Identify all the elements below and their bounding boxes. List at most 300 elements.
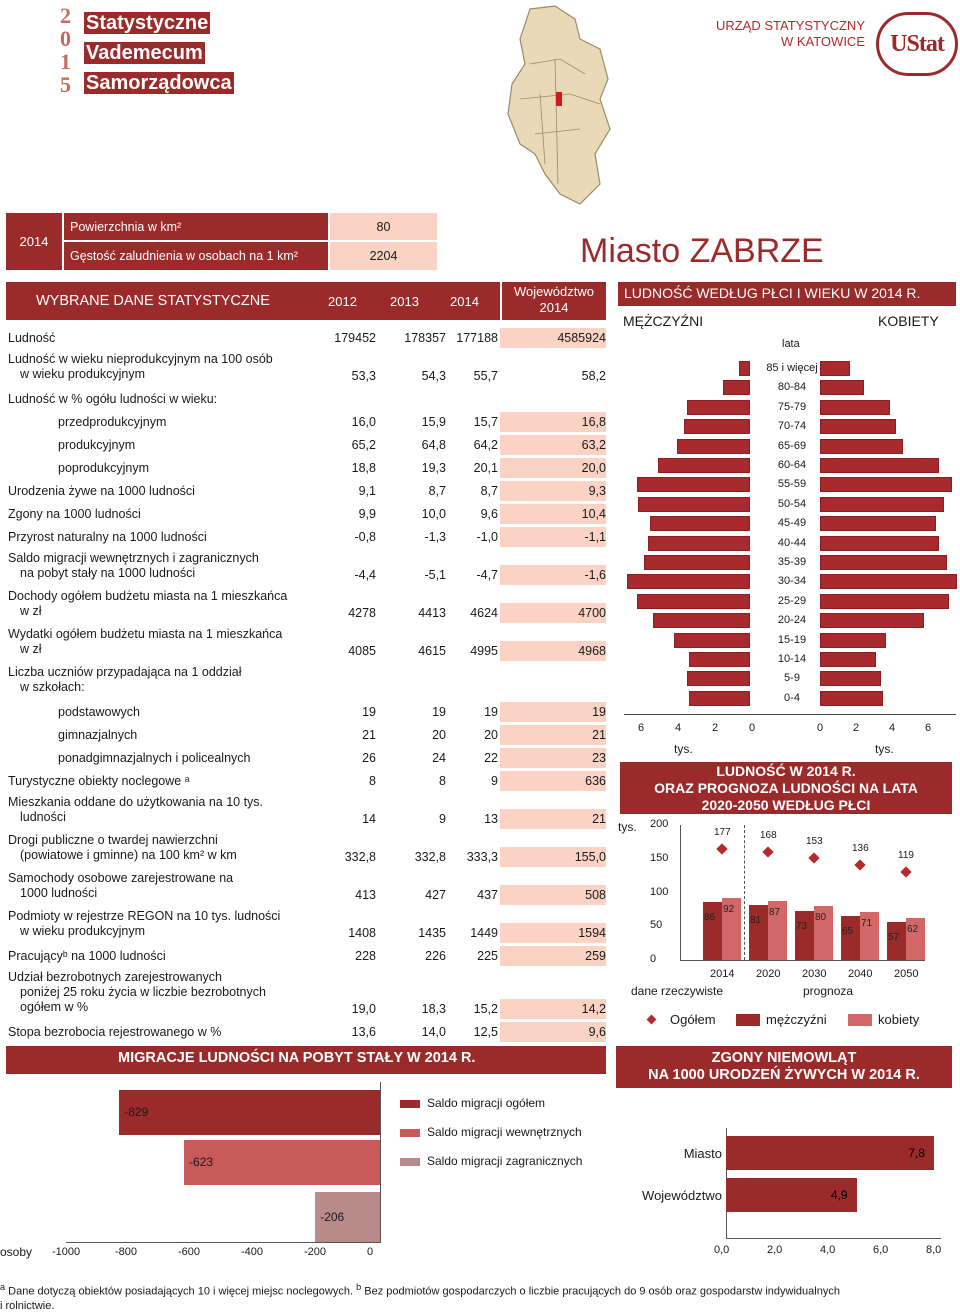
male-bar	[689, 652, 750, 667]
row-value: 1449	[470, 926, 498, 940]
x-tick: 2,0	[767, 1244, 783, 1256]
row-value: 18,8	[351, 461, 376, 475]
total-value: 119	[898, 850, 914, 862]
row-value: 4995	[470, 644, 498, 658]
row-label: (powiatowe i gminne) na 100 km² w km	[20, 848, 237, 862]
migration-unit: osoby	[0, 1245, 33, 1259]
female-bar	[820, 652, 876, 667]
female-bar	[820, 380, 864, 395]
row-value: 19,3	[421, 461, 446, 475]
table-row	[0, 792, 606, 829]
row-value: 19	[432, 705, 446, 719]
row-label: poniżej 25 roku życia w liczbie bezrobotnych	[20, 985, 266, 999]
row-value: 8,7	[428, 484, 446, 498]
row-value: 15,2	[473, 1002, 498, 1016]
row-label: Saldo migracji wewnętrznych i zagranicznych	[8, 551, 259, 565]
row-label: produkcyjnym	[58, 438, 136, 452]
women-value: 92	[723, 904, 735, 916]
y-tick: 200	[650, 818, 669, 831]
divider	[744, 825, 745, 960]
row-value: 1594	[578, 926, 606, 940]
male-bar	[689, 691, 750, 706]
total-marker	[808, 853, 819, 864]
table-row	[0, 479, 606, 501]
migration-value: -829	[124, 1105, 149, 1119]
row-value: 333,3	[466, 850, 498, 864]
y-tick: 150	[650, 852, 669, 865]
table-row	[0, 700, 606, 722]
pyramid-male-label: MĘŻCZYŹNI	[623, 313, 704, 329]
total-marker	[854, 860, 865, 871]
row-value: 9	[491, 774, 498, 788]
migration-zero-axis	[380, 1082, 381, 1242]
female-bar	[820, 613, 924, 628]
male-bar	[637, 594, 750, 609]
forecast-note-right: prognoza	[803, 984, 854, 998]
table-row	[0, 769, 606, 791]
year-digits: 2 0 1 5	[60, 3, 71, 97]
row-value: -1,3	[424, 530, 446, 544]
age-label: 35-39	[777, 556, 807, 568]
row-value: 24	[432, 751, 446, 765]
table-row	[0, 433, 606, 455]
men-bar	[749, 905, 768, 960]
migration-x-axis	[66, 1242, 381, 1243]
total-value: 168	[760, 830, 777, 842]
age-label: 20-24	[777, 614, 807, 627]
male-bar	[644, 555, 750, 570]
row-value: 4700	[578, 606, 606, 620]
female-bar	[820, 594, 949, 609]
x-tick: 2040	[848, 968, 873, 980]
male-bar	[638, 497, 750, 512]
row-label: w zł	[20, 604, 42, 618]
row-label: w wieku produkcyjnym	[20, 924, 146, 938]
row-value: 8,7	[480, 484, 498, 498]
table-row	[0, 586, 606, 623]
y-tick: 100	[650, 885, 669, 898]
female-bar	[820, 458, 939, 473]
x-tick: -600	[178, 1246, 201, 1258]
row-value: 259	[585, 949, 606, 963]
female-bar	[820, 671, 881, 686]
y-axis	[680, 825, 681, 960]
row-value: 10,0	[421, 507, 446, 521]
row-value: 177188	[456, 331, 498, 345]
forecast-note-left: dane rzeczywiste	[631, 984, 724, 998]
infant-category: Miasto	[683, 1146, 722, 1161]
infant-value: 4,9	[830, 1188, 848, 1202]
row-value: 178357	[404, 331, 446, 345]
row-value: 413	[355, 888, 376, 902]
row-value: 14,2	[581, 1002, 606, 1016]
female-bar	[820, 691, 883, 706]
men-value: 81	[750, 915, 762, 927]
row-value: 4413	[418, 606, 446, 620]
row-value: 19,0	[351, 1002, 376, 1016]
table-row	[0, 746, 606, 768]
table-row	[0, 944, 606, 966]
male-bar	[658, 458, 750, 473]
row-value: 64,2	[473, 438, 498, 452]
row-value: 14	[362, 812, 376, 826]
table-row	[0, 1020, 606, 1042]
women-value: 80	[815, 912, 827, 924]
total-marker	[716, 843, 727, 854]
x-tick: 0	[367, 1246, 374, 1258]
row-value: 636	[585, 774, 606, 788]
row-value: 13	[484, 812, 498, 826]
row-value: 55,7	[473, 369, 498, 383]
row-label: Ludność w % ogółu ludności w wieku:	[8, 392, 218, 406]
row-value: 427	[425, 888, 446, 902]
legend-men-swatch	[736, 1014, 760, 1026]
x-tick: -1000	[52, 1246, 81, 1258]
row-value: 19	[592, 705, 606, 719]
row-label: w wieku produkcyjnym	[20, 367, 146, 381]
y-tick: 0	[650, 953, 657, 965]
table-header: WYBRANE DANE STATYSTYCZNE 2012 2013 2014	[6, 282, 500, 320]
x-tick-right: 2	[853, 722, 860, 734]
infant-title: ZGONY NIEMOWLĄT NA 1000 URODZEŃ ŻYWYCH W 2014 R.	[616, 1046, 952, 1088]
density-value: 2204	[330, 242, 437, 270]
row-label: Podmioty w rejestrze REGON na 10 tys. ludności	[8, 909, 281, 923]
migration-legend: Saldo migracji ogółem Saldo migracji wewnętrznych Saldo migracji zagranicznych	[400, 1096, 600, 1176]
age-label: 15-19	[777, 633, 807, 646]
row-label: Stopa bezrobocia rejestrowanego w %	[8, 1025, 222, 1039]
row-label: Ludność w wieku nieprodukcyjnym na 100 osób	[8, 352, 273, 366]
table-row	[0, 868, 606, 905]
table-row	[0, 387, 606, 409]
row-value: -5,1	[424, 568, 446, 582]
row-value: 20	[432, 728, 446, 742]
x-tick: 0,0	[714, 1244, 730, 1256]
male-bar	[677, 439, 750, 454]
row-value: 332,8	[414, 850, 446, 864]
age-label: 25-29	[777, 594, 807, 607]
x-tick-left: 6	[638, 722, 645, 734]
x-tick-right: 4	[889, 722, 896, 734]
row-value: 10,4	[581, 507, 606, 521]
row-value: 9,6	[588, 1025, 606, 1039]
ustat-logo: UStat	[876, 12, 958, 76]
row-label: Ludność	[8, 331, 56, 345]
female-bar	[820, 400, 890, 415]
infant-x-axis	[726, 1238, 941, 1239]
x-tick-right: 0	[817, 722, 824, 734]
age-label: 40-44	[777, 536, 807, 549]
total-value: 136	[852, 843, 869, 855]
row-value: -1,6	[584, 568, 606, 582]
row-label: na pobyt stały na 1000 ludności	[20, 566, 196, 580]
row-value: 1408	[348, 926, 376, 940]
row-label: Wydatki ogółem budżetu miasta na 1 mieszkańca	[8, 627, 283, 641]
row-label: 1000 ludności	[20, 886, 98, 900]
series-title: Statystyczne Vademecum Samorządowca	[86, 12, 232, 94]
row-value: -1,0	[476, 530, 498, 544]
pyramid-unit-left: tys.	[674, 742, 693, 756]
legend-women-swatch	[848, 1014, 872, 1026]
row-label: poprodukcyjnym	[58, 461, 150, 475]
row-label: Udział bezrobotnych zarejestrowanych	[8, 970, 222, 984]
x-tick: -800	[115, 1246, 138, 1258]
row-label: w zł	[20, 642, 42, 656]
row-label: Turystyczne obiekty noclegowe ᵃ	[8, 774, 190, 788]
total-value: 177	[714, 826, 731, 838]
female-bar	[820, 536, 939, 551]
table-row	[0, 456, 606, 478]
row-value: -4,7	[476, 568, 498, 582]
x-tick: 2030	[802, 968, 827, 980]
row-value: 54,3	[421, 369, 446, 383]
age-label: 30-34	[777, 575, 807, 588]
row-value: 13,6	[351, 1025, 376, 1039]
row-value: 9,3	[588, 484, 606, 498]
row-value: 15,7	[473, 415, 498, 429]
row-label: podstawowych	[58, 705, 140, 719]
voivodeship-header: Województwo 2014	[502, 282, 606, 320]
x-tick: 2014	[710, 968, 735, 980]
row-value: 19	[484, 705, 498, 719]
row-value: 20,0	[581, 461, 606, 475]
age-label: 70-74	[777, 420, 807, 433]
table-row	[0, 326, 606, 348]
region-map	[500, 4, 615, 209]
area-value: 80	[330, 213, 437, 240]
x-tick: 6,0	[873, 1244, 889, 1256]
row-value: 22	[484, 751, 498, 765]
men-value: 73	[796, 920, 808, 932]
city-title: Miasto ZABRZE	[580, 232, 824, 270]
x-tick-left: 4	[675, 722, 682, 734]
age-label: 65-69	[777, 439, 807, 452]
row-value: 21	[592, 728, 606, 742]
male-bar	[723, 380, 750, 395]
area-year: 2014	[6, 213, 62, 270]
row-value: 179452	[334, 331, 376, 345]
row-value: -4,4	[354, 568, 376, 582]
row-value: 4278	[348, 606, 376, 620]
row-value: 21	[592, 812, 606, 826]
row-value: -0,8	[354, 530, 376, 544]
x-tick-right: 6	[925, 722, 932, 734]
age-label: 10-14	[777, 653, 807, 665]
table-row	[0, 525, 606, 547]
male-bar	[648, 536, 750, 551]
male-bar	[674, 633, 750, 648]
migration-title: MIGRACJE LUDNOŚCI NA POBYT STAŁY W 2014 R.	[6, 1046, 606, 1074]
men-value: 65	[842, 926, 854, 938]
row-label: Mieszkania oddane do użytkowania na 10 tys.	[8, 795, 264, 809]
men-value: 57	[888, 931, 900, 943]
table-row	[0, 830, 606, 867]
row-value: 8	[369, 774, 376, 788]
table-row	[0, 410, 606, 432]
pyramid-axis-line	[624, 714, 956, 715]
row-label: ogółem w %	[20, 1000, 89, 1014]
male-bar	[687, 400, 750, 415]
row-label: Dochody ogółem budżetu miasta na 1 mieszkańca	[8, 589, 288, 603]
forecast-legend: Ogółem mężczyźni kobiety	[648, 1012, 948, 1030]
migration-value: -206	[320, 1210, 345, 1224]
male-bar	[650, 516, 750, 531]
female-bar	[820, 439, 903, 454]
row-value: 4615	[418, 644, 446, 658]
table-row	[0, 548, 606, 585]
row-value: 53,3	[351, 369, 376, 383]
pyramid-title: LUDNOŚĆ WEDŁUG PŁCI I WIEKU W 2014 R.	[618, 282, 956, 306]
row-label: w szkołach:	[20, 680, 85, 694]
row-label: Pracującyᵇ na 1000 ludności	[8, 949, 166, 963]
female-bar	[820, 477, 952, 492]
row-value: 225	[477, 949, 498, 963]
table-row	[0, 502, 606, 524]
row-value: 437	[477, 888, 498, 902]
male-bar	[627, 574, 750, 589]
row-value: 23	[592, 751, 606, 765]
male-bar	[637, 477, 750, 492]
row-value: 9,1	[358, 484, 376, 498]
row-label: przedprodukcyjnym	[58, 415, 167, 429]
x-tick: -400	[241, 1246, 264, 1258]
row-value: 4585924	[557, 331, 606, 345]
table-row	[0, 906, 606, 943]
women-value: 62	[907, 924, 919, 936]
female-bar	[820, 574, 957, 589]
men-value: 86	[704, 912, 716, 924]
men-bar	[841, 916, 860, 960]
row-value: 64,8	[421, 438, 446, 452]
row-value: 8	[439, 774, 446, 788]
age-label: 55-59	[777, 478, 807, 491]
row-value: 508	[585, 888, 606, 902]
row-value: 9,9	[358, 507, 376, 521]
age-label: 50-54	[777, 497, 807, 510]
men-bar	[703, 902, 722, 960]
row-label: Przyrost naturalny na 1000 ludności	[8, 530, 207, 544]
row-value: 9,6	[480, 507, 498, 521]
row-value: 12,5	[473, 1025, 498, 1039]
row-value: -1,1	[584, 530, 606, 544]
footnote: $^a$ Dane dotyczą obiektów posiadających 10 i więcej miejsc noclegowych. $^b$ Bez podmiotów gospodarczych o liczbie pracujących do 9 osób oraz gospodarstw indywidualnych i rolnictwie.	[0, 1282, 840, 1312]
male-bar	[687, 671, 750, 686]
row-label: gimnazjalnych	[58, 728, 138, 742]
row-label: ponadgimnazjalnych i policealnych	[58, 751, 251, 765]
row-label: Liczba uczniów przypadająca na 1 oddział	[8, 665, 242, 679]
row-label: ludności	[20, 810, 66, 824]
total-value: 153	[806, 836, 823, 848]
men-bar	[795, 911, 814, 960]
migration-bar	[119, 1090, 380, 1135]
row-value: 58,2	[581, 369, 606, 383]
row-label: Zgony na 1000 ludności	[8, 507, 141, 521]
row-label: Samochody osobowe zarejestrowane na	[8, 871, 234, 885]
x-tick-left: 2	[712, 722, 719, 734]
row-value: 21	[362, 728, 376, 742]
age-label: 60-64	[777, 459, 807, 471]
female-bar	[820, 633, 886, 648]
row-value: 4085	[348, 644, 376, 658]
pyramid-age-header: lata	[782, 338, 800, 350]
density-label: Gęstość zaludnienia w osobach na 1 km²	[64, 242, 328, 270]
age-label: 0-4	[784, 691, 800, 704]
area-label: Powierzchnia w km²	[64, 213, 328, 240]
female-bar	[820, 361, 850, 376]
x-tick: 4,0	[820, 1244, 836, 1256]
women-value: 87	[769, 907, 781, 919]
table-row	[0, 662, 606, 699]
forecast-unit: tys.	[618, 820, 637, 834]
row-value: 332,8	[344, 850, 376, 864]
x-tick: 2050	[894, 968, 919, 980]
infant-value: 7,8	[908, 1146, 925, 1160]
row-value: 228	[355, 949, 376, 963]
age-label: 45-49	[777, 517, 807, 530]
infant-bar	[726, 1136, 934, 1170]
total-marker	[900, 866, 911, 877]
age-label: 75-79	[777, 400, 807, 413]
male-bar	[684, 419, 750, 434]
women-value: 71	[861, 918, 873, 930]
x-tick: 8,0	[926, 1244, 942, 1256]
row-value: 16,0	[351, 415, 376, 429]
female-bar	[820, 497, 944, 512]
y-tick: 50	[650, 919, 663, 932]
row-value: 155,0	[574, 850, 606, 864]
female-bar	[820, 555, 947, 570]
row-value: 4624	[470, 606, 498, 620]
x-tick-left: 0	[749, 722, 756, 734]
table-row	[0, 624, 606, 661]
row-value: 226	[425, 949, 446, 963]
row-value: 9	[439, 812, 446, 826]
table-row	[0, 967, 606, 1019]
row-value: 15,9	[421, 415, 446, 429]
legend-total-icon	[647, 1015, 657, 1025]
row-value: 18,3	[421, 1002, 446, 1016]
female-bar	[820, 516, 936, 531]
row-value: 14,0	[421, 1025, 446, 1039]
age-label: 85 i więcej	[766, 362, 818, 374]
row-value: 20	[484, 728, 498, 742]
row-value: 16,8	[581, 415, 606, 429]
row-label: Urodzenia żywe na 1000 ludności	[8, 484, 195, 498]
female-bar	[820, 419, 896, 434]
row-label: Drogi publiczne o twardej nawierzchni	[8, 833, 218, 847]
row-value: 19	[362, 705, 376, 719]
row-value: 20,1	[473, 461, 498, 475]
migration-value: -623	[189, 1155, 214, 1169]
total-marker	[762, 847, 773, 858]
row-value: 63,2	[581, 438, 606, 452]
office-name: URZĄD STATYSTYCZNY W KATOWICE	[715, 18, 865, 49]
age-label: 80-84	[777, 381, 807, 394]
male-bar	[653, 613, 750, 628]
row-value: 1435	[418, 926, 446, 940]
pyramid-female-label: KOBIETY	[878, 313, 939, 329]
pyramid-unit-right: tys.	[875, 742, 894, 756]
male-bar	[739, 361, 750, 376]
x-tick: 2020	[756, 968, 781, 980]
table-row	[0, 723, 606, 745]
row-value: 4968	[578, 644, 606, 658]
row-value: 65,2	[351, 438, 376, 452]
x-tick: -200	[304, 1246, 327, 1258]
age-label: 5-9	[784, 672, 800, 685]
table-row	[0, 349, 606, 386]
row-value: 26	[362, 751, 376, 765]
x-axis	[680, 960, 925, 961]
